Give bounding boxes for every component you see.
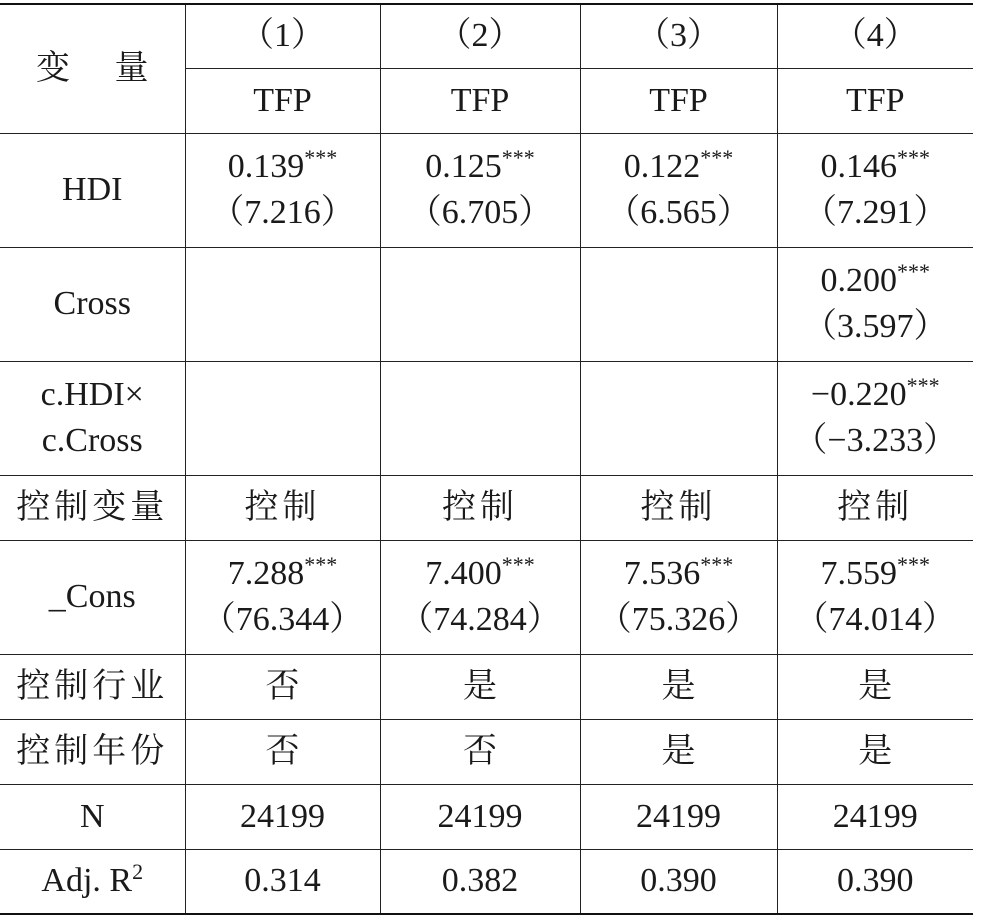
row-label-interaction: c.HDI× c.Cross <box>0 361 185 475</box>
column-header-4: （4） <box>777 4 973 68</box>
variable-header: 变 量 <box>0 4 185 133</box>
stars-cons-2: *** <box>501 552 535 578</box>
cell-r2-3: 0.390 <box>580 849 777 914</box>
cell-hdi-3 <box>580 133 777 247</box>
coef-cons-4: 7.559 <box>820 555 897 593</box>
stars-cons-1: *** <box>304 552 338 578</box>
tstat-cross-4: （3.597） <box>803 308 948 345</box>
header-row-columns <box>0 4 973 68</box>
cell-cons-3 <box>580 540 777 654</box>
cell-controls-1: 控制 <box>185 475 380 540</box>
cell-interaction-3 <box>580 361 777 475</box>
coef-hdi-1: 0.139 <box>227 148 305 186</box>
cell-year-1: 否 <box>185 719 380 784</box>
tstat-hdi-4: （7.291） <box>803 194 948 231</box>
cell-cross-2 <box>380 247 580 361</box>
cell-industry-1: 否 <box>185 654 380 719</box>
cell-cross-4 <box>777 247 973 361</box>
row-interaction <box>0 361 973 475</box>
cell-r2-2: 0.382 <box>380 849 580 914</box>
row-adj-r2 <box>0 849 973 914</box>
stars-interaction-4: *** <box>906 373 940 399</box>
cell-r2-4: 0.390 <box>777 849 973 914</box>
tstat-hdi-2: （6.705） <box>407 194 553 231</box>
tstat-cons-1: （76.344） <box>201 601 364 638</box>
coef-hdi-4: 0.146 <box>820 148 897 186</box>
stars-hdi-1: *** <box>304 145 338 171</box>
row-label-adj-r2: Adj. $R^2$ <box>0 849 185 914</box>
column-header-2: （2） <box>380 4 580 68</box>
dependent-var-1: TFP <box>185 68 380 133</box>
row-label-cross: Cross <box>0 247 185 361</box>
stars-cross-4: *** <box>897 259 930 285</box>
coef-hdi-2: 0.125 <box>425 148 502 186</box>
cell-industry-3: 是 <box>580 654 777 719</box>
row-year <box>0 719 973 784</box>
tstat-cons-4: （74.014） <box>794 601 956 638</box>
row-label-hdi: HDI <box>0 133 185 247</box>
tstat-cons-3: （75.326） <box>597 601 760 638</box>
row-label-n: N <box>0 784 185 849</box>
row-n <box>0 784 973 849</box>
stars-cons-3: *** <box>700 552 734 578</box>
stars-cons-4: *** <box>897 552 930 578</box>
cell-hdi-2 <box>380 133 580 247</box>
cell-n-1: 24199 <box>185 784 380 849</box>
coef-cons-2: 7.400 <box>425 555 502 593</box>
cell-controls-2: 控制 <box>380 475 580 540</box>
cell-n-3: 24199 <box>580 784 777 849</box>
cell-controls-3: 控制 <box>580 475 777 540</box>
cell-interaction-1 <box>185 361 380 475</box>
coef-interaction-4: −0.220 <box>810 376 907 414</box>
cell-cross-3 <box>580 247 777 361</box>
row-label-cons: _Cons <box>0 540 185 654</box>
tstat-interaction-4: （−3.233） <box>793 422 958 459</box>
cell-r2-1: 0.314 <box>185 849 380 914</box>
cell-interaction-4 <box>777 361 973 475</box>
cell-n-4: 24199 <box>777 784 973 849</box>
coef-cross-4: 0.200 <box>820 262 897 300</box>
cell-cross-1 <box>185 247 380 361</box>
cell-interaction-2 <box>380 361 580 475</box>
column-header-1: （1） <box>185 4 380 68</box>
row-label-controls: 控制变量 <box>0 475 185 540</box>
dependent-var-2: TFP <box>380 68 580 133</box>
tstat-hdi-3: （6.565） <box>606 194 751 231</box>
stars-hdi-2: *** <box>501 145 535 171</box>
stars-hdi-3: *** <box>700 145 734 171</box>
tstat-cons-2: （74.284） <box>399 601 561 638</box>
row-cons <box>0 540 973 654</box>
cell-industry-4: 是 <box>777 654 973 719</box>
cell-controls-4: 控制 <box>777 475 973 540</box>
dependent-var-4: TFP <box>777 68 973 133</box>
cell-year-3: 是 <box>580 719 777 784</box>
row-label-industry: 控制行业 <box>0 654 185 719</box>
column-header-3: （3） <box>580 4 777 68</box>
tstat-hdi-1: （7.216） <box>210 194 355 231</box>
cell-cons-1 <box>185 540 380 654</box>
row-industry <box>0 654 973 719</box>
coef-hdi-3: 0.122 <box>623 148 701 186</box>
row-cross <box>0 247 973 361</box>
dependent-var-3: TFP <box>580 68 777 133</box>
cell-cons-4 <box>777 540 973 654</box>
cell-industry-2: 是 <box>380 654 580 719</box>
stars-hdi-4: *** <box>897 145 930 171</box>
cell-hdi-1 <box>185 133 380 247</box>
regression-table <box>0 3 973 915</box>
row-label-year: 控制年份 <box>0 719 185 784</box>
cell-hdi-4 <box>777 133 973 247</box>
cell-year-2: 否 <box>380 719 580 784</box>
row-controls <box>0 475 973 540</box>
coef-cons-3: 7.536 <box>623 555 701 593</box>
cell-cons-2 <box>380 540 580 654</box>
cell-year-4: 是 <box>777 719 973 784</box>
coef-cons-1: 7.288 <box>227 555 305 593</box>
cell-n-2: 24199 <box>380 784 580 849</box>
row-hdi <box>0 133 973 247</box>
